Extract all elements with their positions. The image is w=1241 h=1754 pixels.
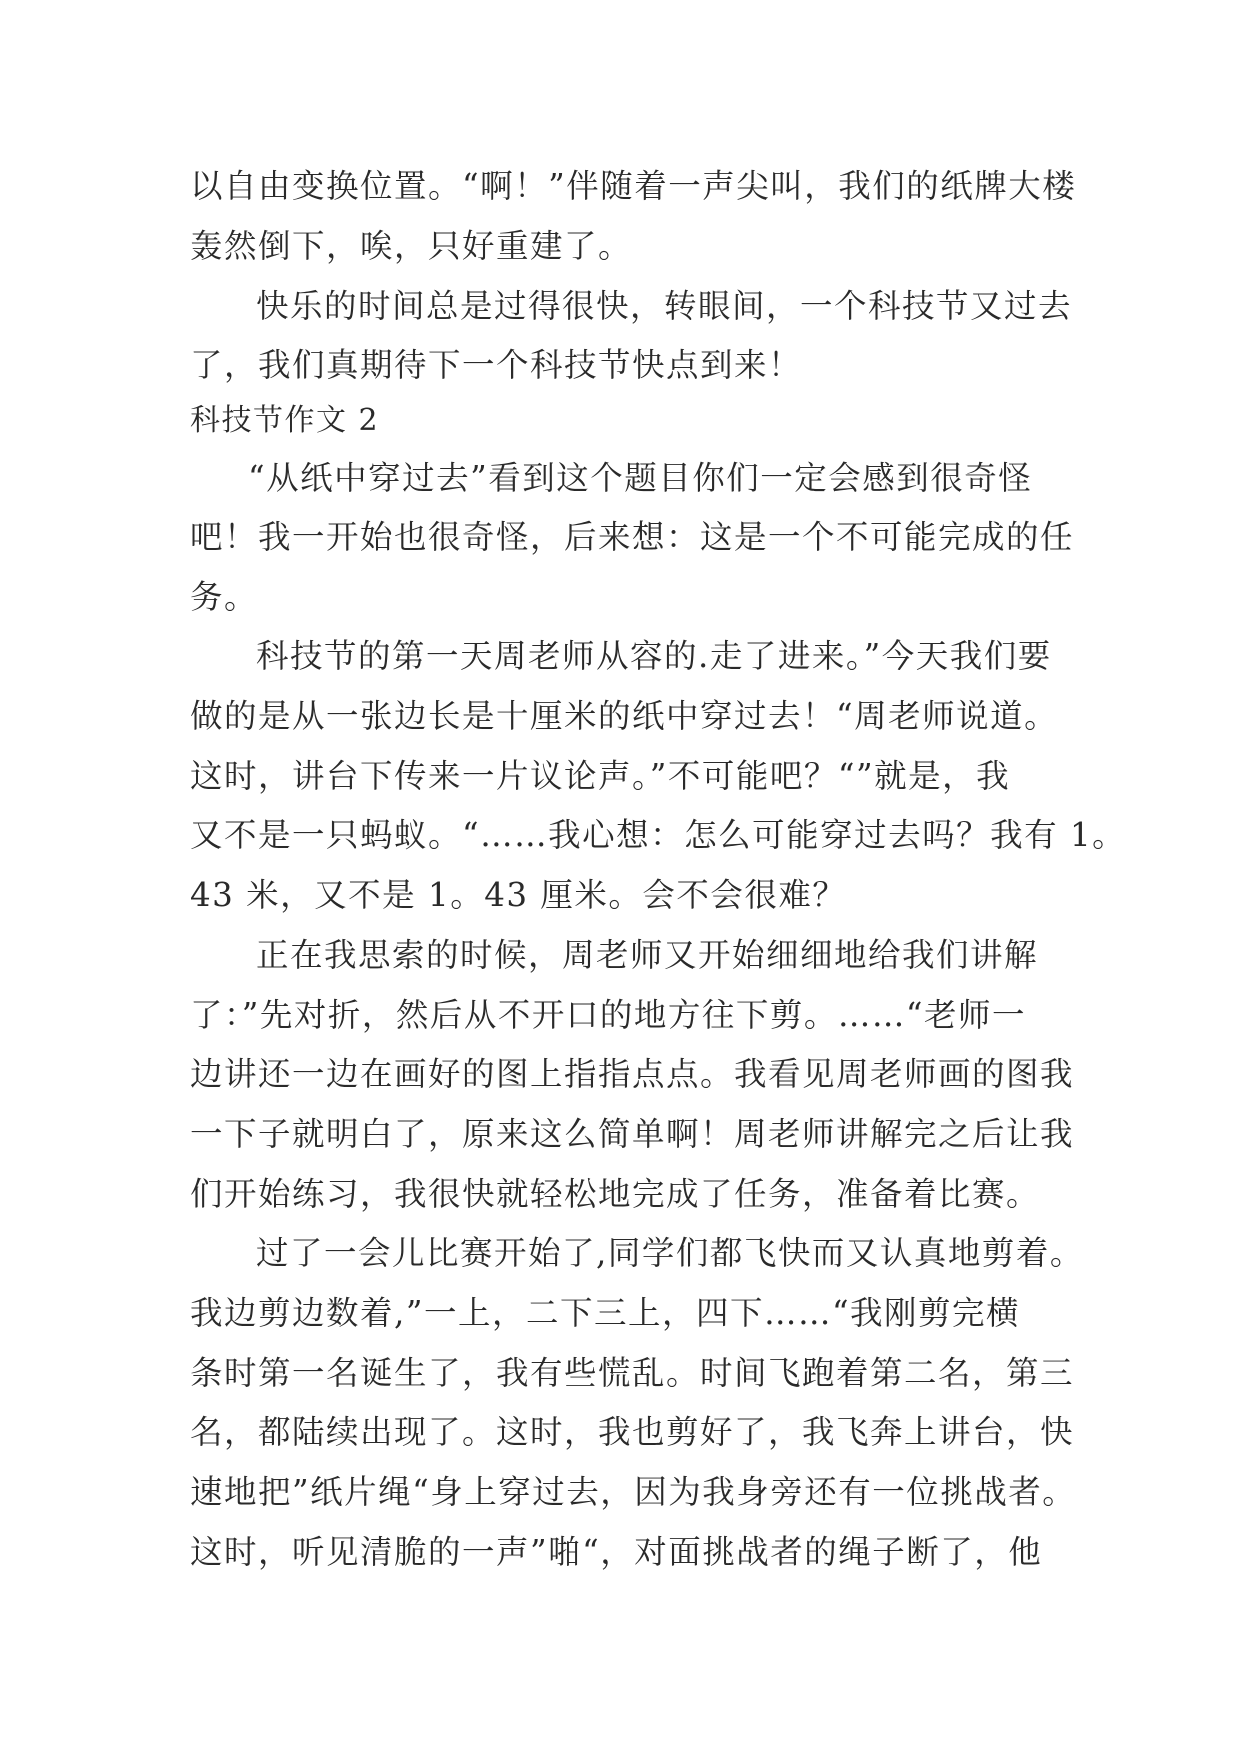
text-line: 了：”先对折，然后从不开口的地方往下剪。……“老师一 — [190, 996, 1026, 1034]
paragraph-first-line: “从纸中穿过去”看到这个题目你们一定会感到很奇怪 — [248, 459, 1033, 497]
paragraph-first-line: 快乐的时间总是过得很快，转眼间，一个科技节又过去 — [256, 287, 1073, 325]
text-line: 以自由变换位置。“啊！”伴随着一声尖叫，我们的纸牌大楼 — [190, 167, 1077, 205]
text-line: 这时，听见清脆的一声”啪“，对面挑战者的绳子断了，他 — [190, 1533, 1043, 1571]
text-line: 轰然倒下，唉，只好重建了。 — [190, 227, 633, 265]
paragraph-first-line: 科技节的第一天周老师从容的.走了进来。”今天我们要 — [256, 637, 1052, 675]
text-line: 又不是一只蚂蚁。“……我心想：怎么可能穿过去吗？我有 1。 — [190, 816, 1127, 854]
text-line: 一下子就明白了，原来这么简单啊！周老师讲解完之后让我 — [190, 1115, 1075, 1153]
text-line: 我边剪边数着,”一上，二下三上，四下……“我刚剪完横 — [190, 1294, 1021, 1332]
text-line: 速地把”纸片绳“身上穿过去，因为我身旁还有一位挑战者。 — [190, 1473, 1077, 1511]
text-line: 做的是从一张边长是十厘米的纸中穿过去！“周老师说道。 — [190, 697, 1059, 735]
paragraph-first-line: 正在我思索的时候，周老师又开始细细地给我们讲解 — [256, 936, 1039, 974]
text-line: 了，我们真期待下一个科技节快点到来！ — [190, 346, 803, 384]
text-line: 这时，讲台下传来一片议论声。”不可能吧？“”就是，我 — [190, 757, 1011, 795]
text-line: 名，都陆续出现了。这时，我也剪好了，我飞奔上讲台，快 — [190, 1413, 1075, 1451]
text-line: 们开始练习，我很快就轻松地完成了任务，准备着比赛。 — [190, 1175, 1041, 1213]
text-line: 条时第一名诞生了，我有些慌乱。时间飞跑着第二名，第三 — [190, 1354, 1075, 1392]
text-line: 边讲还一边在画好的图上指指点点。我看见周老师画的图我 — [190, 1055, 1075, 1093]
text-line: 务。 — [190, 578, 259, 616]
section-heading: 科技节作文 2 — [190, 403, 380, 438]
text-line: 43 米，又不是 1。43 厘米。会不会很难？ — [190, 876, 847, 914]
text-line: 吧！我一开始也很奇怪，后来想：这是一个不可能完成的任 — [190, 518, 1075, 556]
paragraph-first-line: 过了一会儿比赛开始了,同学们都飞快而又认真地剪着。 — [256, 1234, 1084, 1272]
